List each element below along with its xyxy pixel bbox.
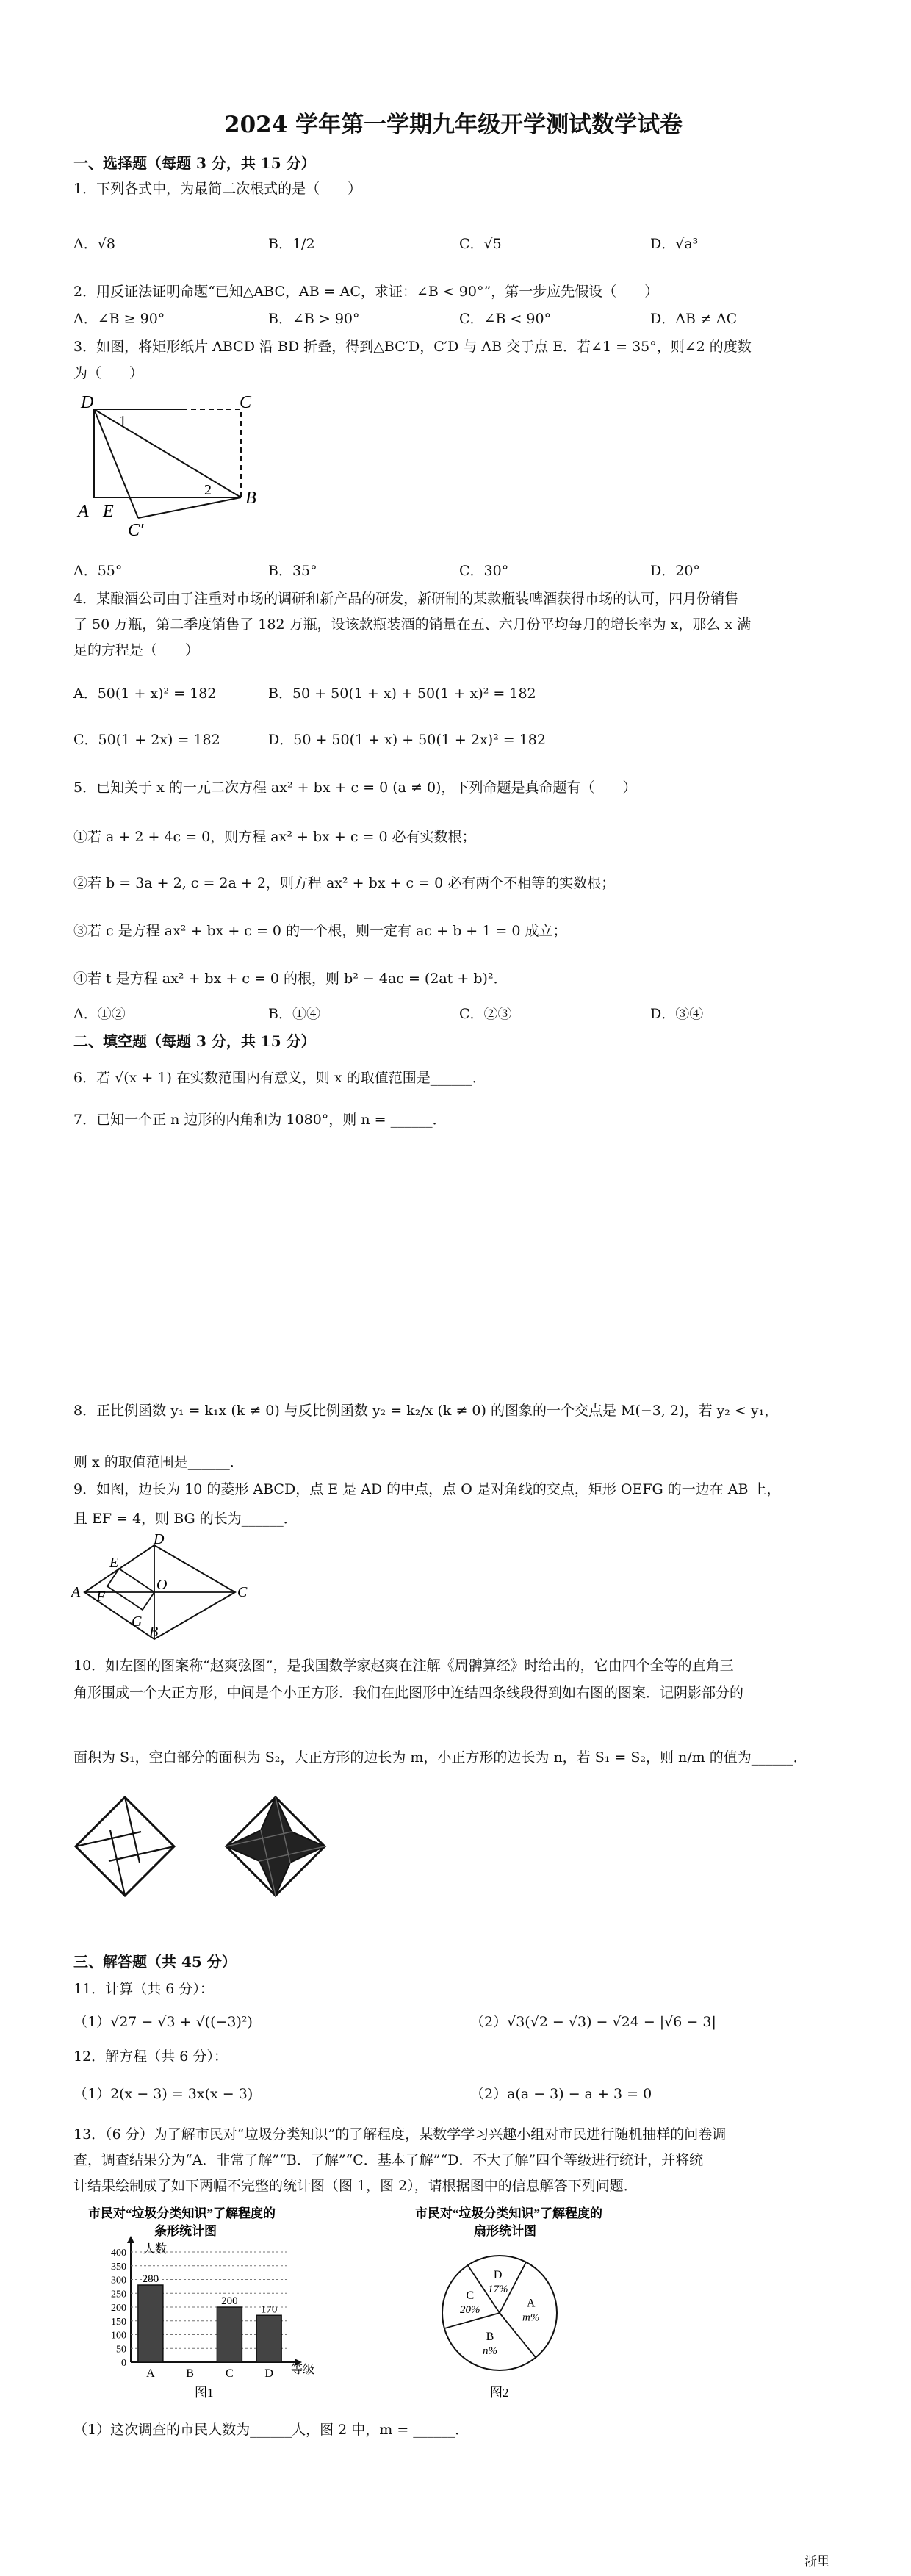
bar-chart-y-tick-label: 100 <box>111 2330 126 2342</box>
bar-chart-value-label: 280 <box>142 2273 159 2285</box>
q12-part2: （2）a(a − 3) − a + 3 = 0 <box>470 2086 652 2102</box>
pie-chart-slice-label-D: D <box>493 2269 503 2282</box>
label-o: O <box>156 1577 168 1593</box>
bar-chart-category-label: A <box>146 2367 155 2380</box>
bar-chart-y-tick-label: 250 <box>111 2289 126 2300</box>
diagonal-bd <box>94 409 241 497</box>
q1-option-a: A．√8 <box>73 236 115 252</box>
q5-item-1: ①若 a + 2 + 4c = 0，则方程 ax² + bx + c = 0 必有实数根； <box>73 829 476 845</box>
rectangle-oefg <box>107 1569 154 1610</box>
q11-stem: 11．计算（共 6 分）： <box>73 1981 214 1997</box>
q1-option-d: D．√a³ <box>650 236 699 252</box>
q10-line3: 面积为 S₁，空白部分的面积为 S₂，大正方形的边长为 m，小正方形的边长为 n，若 S₁ = S₂，则 n/m 的值为______． <box>73 1749 807 1766</box>
segment-dc-prime <box>94 409 138 518</box>
q5-item-3: ③若 c 是方程 ax² + bx + c = 0 的一个根，则一定有 ac + b + 1 = 0 成立； <box>73 923 567 939</box>
label-c-prime: C′ <box>128 521 144 540</box>
q4-stem-line1: 4．某酿酒公司由于注重对市场的调研和新产品的研发，新研制的某款瓶装啤酒获得市场的认可，四月份销售 <box>73 591 739 607</box>
q5-option-c: C．②③ <box>459 1006 512 1022</box>
q3-option-d: D．20° <box>650 563 700 579</box>
q7-stem: 7．已知一个正 n 边形的内角和为 1080°，则 n = ______． <box>73 1112 447 1128</box>
q2-stem: 2．用反证法证明命题“已知△ABC，AB = AC，求证：∠B < 90°”，第一步应先假设（ ） <box>73 284 659 300</box>
q11-part2: （2）√3(√2 − √3) − √24 − |√6 − 3| <box>470 2014 716 2030</box>
bar-chart-y-arrow <box>127 2236 134 2243</box>
pie-chart-slice-label-B: B <box>486 2330 494 2343</box>
section-heading-fill: 二、填空题（每题 3 分，共 15 分） <box>73 1032 316 1050</box>
q3-stem-line1: 3．如图，将矩形纸片 ABCD 沿 BD 折叠，得到△BC′D，C′D 与 AB 交于点 E．若∠1 = 35°，则∠2 的度数 <box>73 339 752 355</box>
q8-line1: 8．正比例函数 y₁ = k₁x (k ≠ 0) 与反比例函数 y₂ = k₂/x (k ≠ 0) 的图象的一个交点是 M(−3, 2)，若 y₂ < y₁， <box>73 1403 779 1419</box>
pie-chart-slice-value-D: 17% <box>487 2284 508 2296</box>
q11-part1: （1）√27 − √3 + √((−3)²) <box>73 2014 253 2030</box>
segment-bc-prime <box>138 497 241 518</box>
q2-option-a: A．∠B ≥ 90° <box>73 311 165 327</box>
label-d: D <box>81 393 94 412</box>
bar-chart-ylabel: 人数 <box>143 2243 168 2256</box>
q1-stem: 1．下列各式中，为最简二次根式的是（ ） <box>73 181 362 197</box>
bar-chart-y-tick-label: 50 <box>116 2344 126 2356</box>
label-g: G <box>132 1613 143 1630</box>
q5-stem: 5．已知关于 x 的一元二次方程 ax² + bx + c = 0 (a ≠ 0)，下列命题是真命题有（ ） <box>73 780 637 796</box>
q9-line1: 9．如图，边长为 10 的菱形 ABCD，点 E 是 AD 的中点，点 O 是对角线的交点，矩形 OEFG 的一边在 AB 上， <box>73 1481 781 1497</box>
q5-option-a: A．①② <box>73 1006 126 1022</box>
pie-chart-slice-value-B: n% <box>482 2345 497 2357</box>
label-a: A <box>78 502 89 521</box>
q3-stem-line2: 为（ ） <box>73 365 144 381</box>
q10-line2: 角形围成一个大正方形，中间是个小正方形．我们在此图形中连结四条线段得到如右图的图案．记阴影部分的 <box>73 1685 744 1701</box>
bar-chart-category-label: B <box>186 2367 194 2380</box>
q13-pie-chart <box>382 2204 617 2403</box>
pie-chart-slice-label-A: A <box>526 2297 536 2310</box>
label-c: C <box>240 393 252 412</box>
q10-line1: 10．如左图的图案称“赵爽弦图”，是我国数学家赵爽在注解《周髀算经》时给出的，它由四个全等的直角三 <box>73 1658 734 1674</box>
label-d: D <box>154 1531 165 1547</box>
q2-option-b: B．∠B > 90° <box>268 311 360 327</box>
pie-chart-title-line2: 扇形统计图 <box>474 2224 536 2238</box>
bar-chart-y-tick-label: 300 <box>111 2275 126 2287</box>
q4-option-a: A．50(1 + x)² = 182 <box>73 686 217 702</box>
q4-option-c: C．50(1 + 2x) = 182 <box>73 732 220 748</box>
pie-chart-caption: 图2 <box>490 2386 509 2400</box>
bar-chart-title-line1: 市民对“垃圾分类知识”了解程度的 <box>88 2206 276 2220</box>
q13-line1: 13．（6 分）为了解市民对“垃圾分类知识”的了解程度，某数学学习兴趣小组对市民进行随机抽样的问卷调 <box>73 2126 727 2143</box>
bar-chart-bar-A <box>138 2285 163 2362</box>
bar-chart-category-label: D <box>264 2367 273 2380</box>
q5-option-d: D．③④ <box>650 1006 704 1022</box>
q12-stem: 12．解方程（共 6 分）： <box>73 2048 228 2065</box>
label-e: E <box>103 502 114 521</box>
q4-option-b: B．50 + 50(1 + x) + 50(1 + x)² = 182 <box>268 686 536 702</box>
label-b: B <box>149 1624 159 1640</box>
q5-item-4: ④若 t 是方程 ax² + bx + c = 0 的根，则 b² − 4ac = (2at + b)²． <box>73 971 508 987</box>
q10-zhao-shuang-figures <box>70 1791 408 1953</box>
q4-option-d: D．50 + 50(1 + x) + 50(1 + 2x)² = 182 <box>268 732 546 748</box>
q9-line2: 且 EF = 4，则 BG 的长为______． <box>73 1511 298 1527</box>
label-angle-2: 2 <box>204 482 212 498</box>
q9-rhombus-figure <box>70 1532 246 1642</box>
q4-stem-line2: 了 50 万瓶，第二季度销售了 182 万瓶，设该款瓶装酒的销量在五、六月份平均每月的增长率为 x，那么 x 满 <box>73 616 752 633</box>
footer-mark: 浙里 <box>804 2555 829 2569</box>
pie-chart-title-line1: 市民对“垃圾分类知识”了解程度的 <box>415 2206 602 2220</box>
label-angle-1: 1 <box>119 413 126 429</box>
q3-option-c: C．30° <box>459 563 509 579</box>
q4-stem-line3: 足的方程是（ ） <box>73 642 200 658</box>
bar-chart-y-tick-label: 150 <box>111 2316 126 2328</box>
q2-option-d: D．AB ≠ AC <box>650 311 738 327</box>
bar-chart-title-line2: 条形统计图 <box>154 2224 217 2238</box>
bar-chart-value-label: 170 <box>260 2303 278 2316</box>
label-e: E <box>109 1555 119 1571</box>
zhao-shuang-diagram <box>76 1797 174 1896</box>
bar-chart-y-tick-label: 200 <box>111 2303 126 2314</box>
q3-folded-rectangle-figure <box>73 393 264 540</box>
q13-sub1: （1）这次调查的市民人数为______人，图 2 中，m = ______． <box>73 2422 469 2438</box>
section-heading-choice: 一、选择题（每题 3 分，共 15 分） <box>73 154 316 172</box>
bar-chart-bar-C <box>217 2307 242 2362</box>
pie-chart-slice-label-C: C <box>466 2289 475 2303</box>
q13-line3: 计结果绘制成了如下两幅不完整的统计图（图 1，图 2），请根据图中的信息解答下列问题． <box>73 2178 638 2194</box>
q1-option-b: B．1/2 <box>268 236 315 252</box>
q13-bar-chart <box>73 2204 338 2403</box>
q1-option-c: C．√5 <box>459 236 502 252</box>
q8-line2: 则 x 的取值范围是______． <box>73 1454 244 1470</box>
q2-option-c: C．∠B < 90° <box>459 311 552 327</box>
windmill-shaded-diagram <box>226 1797 325 1896</box>
pie-chart-slice-value-C: 20% <box>460 2304 480 2317</box>
section-heading-solve: 三、解答题（共 45 分） <box>73 1953 237 1971</box>
bar-chart-y-tick-label: 400 <box>111 2248 126 2259</box>
pie-chart-slice-value-A: m% <box>522 2311 540 2324</box>
label-b: B <box>245 489 256 508</box>
bar-chart-caption: 图1 <box>195 2386 214 2400</box>
q12-part1: （1）2(x − 3) = 3x(x − 3) <box>73 2086 253 2102</box>
label-a: A <box>71 1584 81 1600</box>
q3-option-a: A．55° <box>73 563 123 579</box>
bar-chart-y-tick-label: 0 <box>121 2358 126 2369</box>
bar-chart-bar-D <box>256 2315 281 2362</box>
bar-chart-xlabel: 等级 <box>291 2364 315 2376</box>
page-title: 2024 学年第一学期九年级开学测试数学试卷 <box>224 112 683 138</box>
q5-option-b: B．①④ <box>268 1006 320 1022</box>
q5-item-2: ②若 b = 3a + 2, c = 2a + 2，则方程 ax² + bx + c = 0 必有两个不相等的实数根； <box>73 875 616 891</box>
q6-stem: 6．若 √(x + 1) 在实数范围内有意义，则 x 的取值范围是______． <box>73 1070 486 1086</box>
bar-chart-value-label: 200 <box>221 2295 238 2307</box>
q3-option-b: B．35° <box>268 563 317 579</box>
label-c: C <box>237 1584 248 1600</box>
q13-line2: 查，调查结果分为“A．非常了解”“B．了解”“C．基本了解”“D．不大了解”四个等级进行统计，并将统 <box>73 2152 704 2168</box>
bar-chart-y-tick-label: 350 <box>111 2261 126 2273</box>
bar-chart-category-label: C <box>226 2367 234 2380</box>
label-f: F <box>96 1589 106 1605</box>
